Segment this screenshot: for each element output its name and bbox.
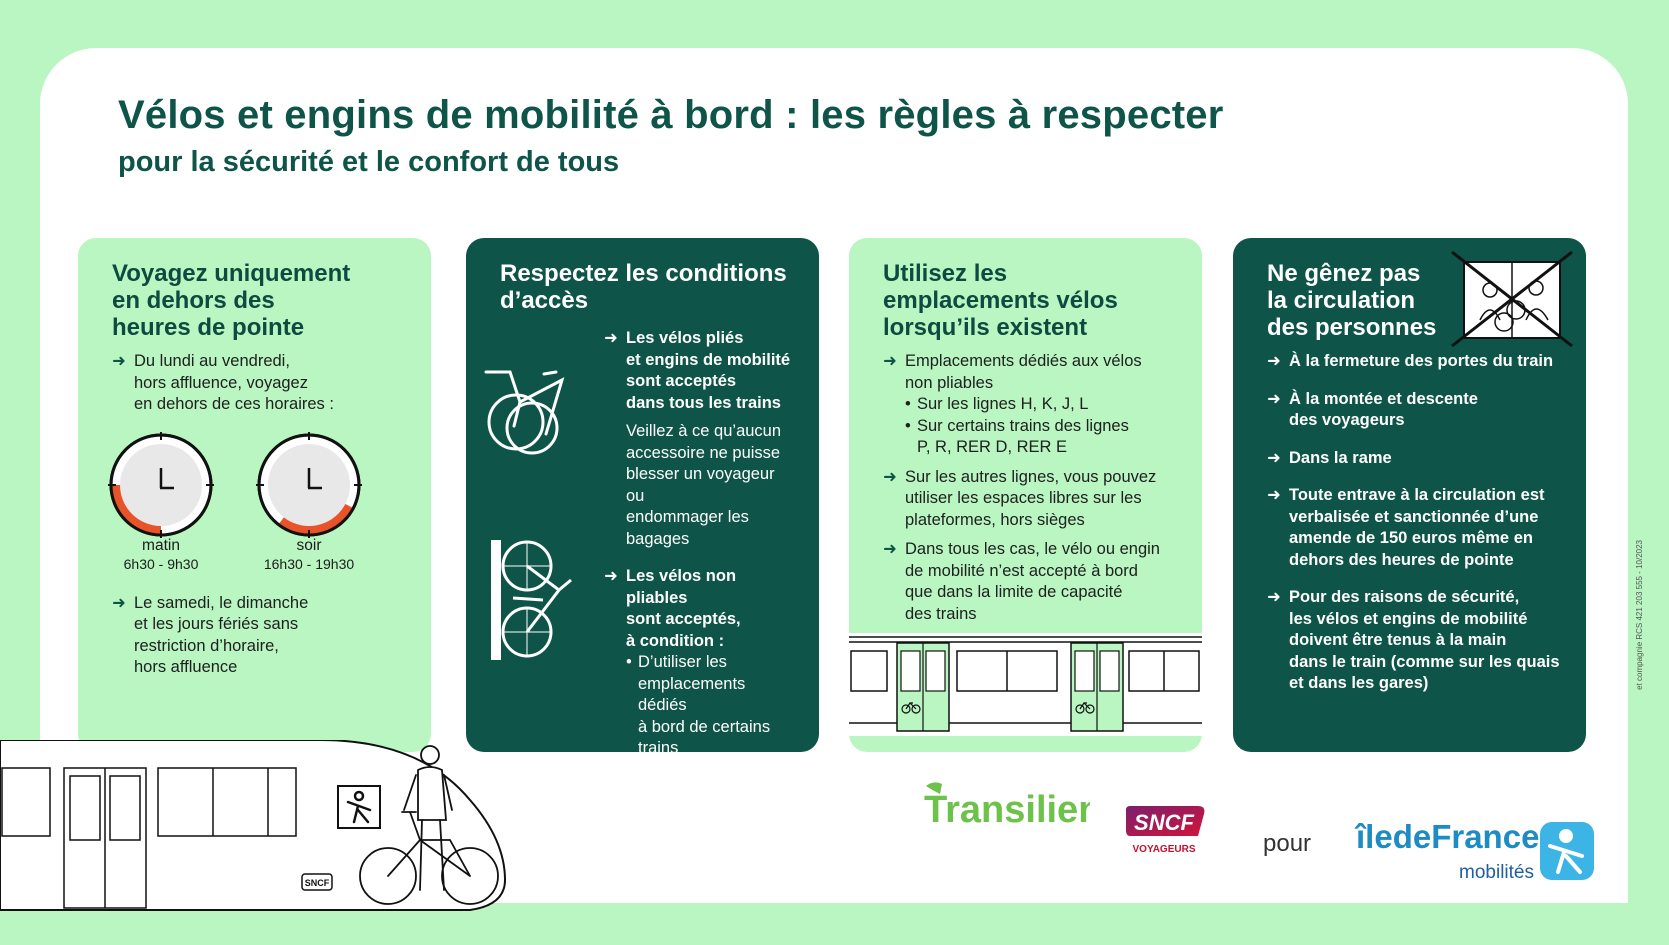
hanging-bike-icon [489,538,575,662]
rule-weekdays: ➜ Du lundi au vendredi, hors affluence, voyagez en dehors de ces horaires : [112,352,334,413]
rule-dedicated-spaces: ➜ Emplacements dédiés aux vélos non pliables • Sur les lignes H, K, J, L • Sur certains trains des lignes P, R, RER D, RER E [883,351,1176,459]
card-title: Utilisez les emplacements vélos lorsqu’ils existent [883,260,1118,341]
arrow-icon: ➜ [883,540,897,558]
train-sncf-badge: SNCF [304,878,330,888]
clock-evening-label: soir 16h30 - 19h30 [263,537,355,572]
arrow-icon: ➜ [1267,389,1281,408]
rule-in-carriage: ➜ Dans la rame [1267,448,1560,470]
clock-morning-icon [108,432,214,538]
clock-morning-label: matin 6h30 - 9h30 [123,537,199,572]
arrow-icon: ➜ [1267,588,1281,606]
rule-capacity: ➜ Dans tous les cas, le vélo ou engin de mobilité n’est accepté à bord que dans la limite de capacité des trains [883,540,1160,623]
idf-sub: mobilités [1459,862,1534,883]
folded-bike-icon [484,362,566,456]
train-doors-illustration [849,633,1202,736]
sncf-wordmark: SNCF [1134,810,1194,835]
arrow-icon: ➜ [1267,448,1281,467]
card-title: Respectez les conditions d’accès [500,260,787,314]
clock-evening-icon [256,432,362,538]
rule-non-folding-bikes: ➜ Les vélos non pliables sont acceptés, à condition : • D’utiliser les emplacements dédiés à bord de certains trains • D’utiliser les espaces libres sur les plateformes, hors siège [604,566,793,846]
arrow-icon: ➜ [112,593,126,612]
arrow-icon: ➜ [604,567,618,585]
idf-mobilites-logo [1352,812,1610,891]
arrow-icon: ➜ [883,352,897,370]
pour-text: pour [1263,830,1312,857]
blocked-passage-icon [1450,250,1574,348]
idf-wordmark: îledeFrance [1356,818,1540,855]
train-illustration [0,740,520,920]
rule-weekends: ➜ Le samedi, le dimanche et les jours fériés sans restriction d’horaire, hors affluence [112,593,309,676]
sncf-sub: VOYAGEURS [1132,844,1196,855]
arrow-icon: ➜ [604,329,618,347]
card-title: Ne gênez pas la circulation des personnes [1267,260,1437,341]
rule-doors-closing: ➜ À la fermeture des portes du train [1267,351,1560,373]
arrow-icon: ➜ [1267,352,1281,370]
arrow-icon: ➜ [1267,486,1281,504]
card-title: Voyagez uniquement en dehors des heures de pointe [112,260,351,341]
rule-fine: ➜ Toute entrave à la circulation est verbalisée et sanctionnée d’une amende de 150 euros même en dehors des heures de pointe [1267,486,1545,569]
sncf-logo [1124,800,1208,865]
page-title: Vélos et engins de mobilité à bord : les règles à respecter [118,93,1224,137]
page-subtitle: pour la sécurité et le confort de tous [118,146,620,178]
transilien-wordmark: Transilien [924,789,1090,831]
rule-hold-by-hand: ➜ Pour des raisons de sécurité, les vélos et engins de mobilité doivent être tenus à la main dans le train (comme sur les quais et dans les gares) [1267,588,1560,692]
card-access-conditions [466,238,819,843]
transilien-logo [920,778,1090,837]
legal-text: et compagnie RCS 421 203 555 - 10/2023 [1635,540,1644,690]
arrow-icon: ➜ [883,467,897,486]
arrow-icon: ➜ [112,352,126,370]
rule-other-lines: ➜ Sur les autres lignes, vous pouvez utiliser les espaces libres sur les plateformes, hors sièges [883,467,1157,529]
rule-boarding: ➜ À la montée et descente des voyageurs [1267,389,1478,429]
rule-folded-bikes: ➜ Les vélos pliés et engins de mobilité sont acceptés dans tous les trains Veillez à ce qu’aucun accessoire ne puisse blesser un voyageur ou endommager les bagages [604,329,791,548]
